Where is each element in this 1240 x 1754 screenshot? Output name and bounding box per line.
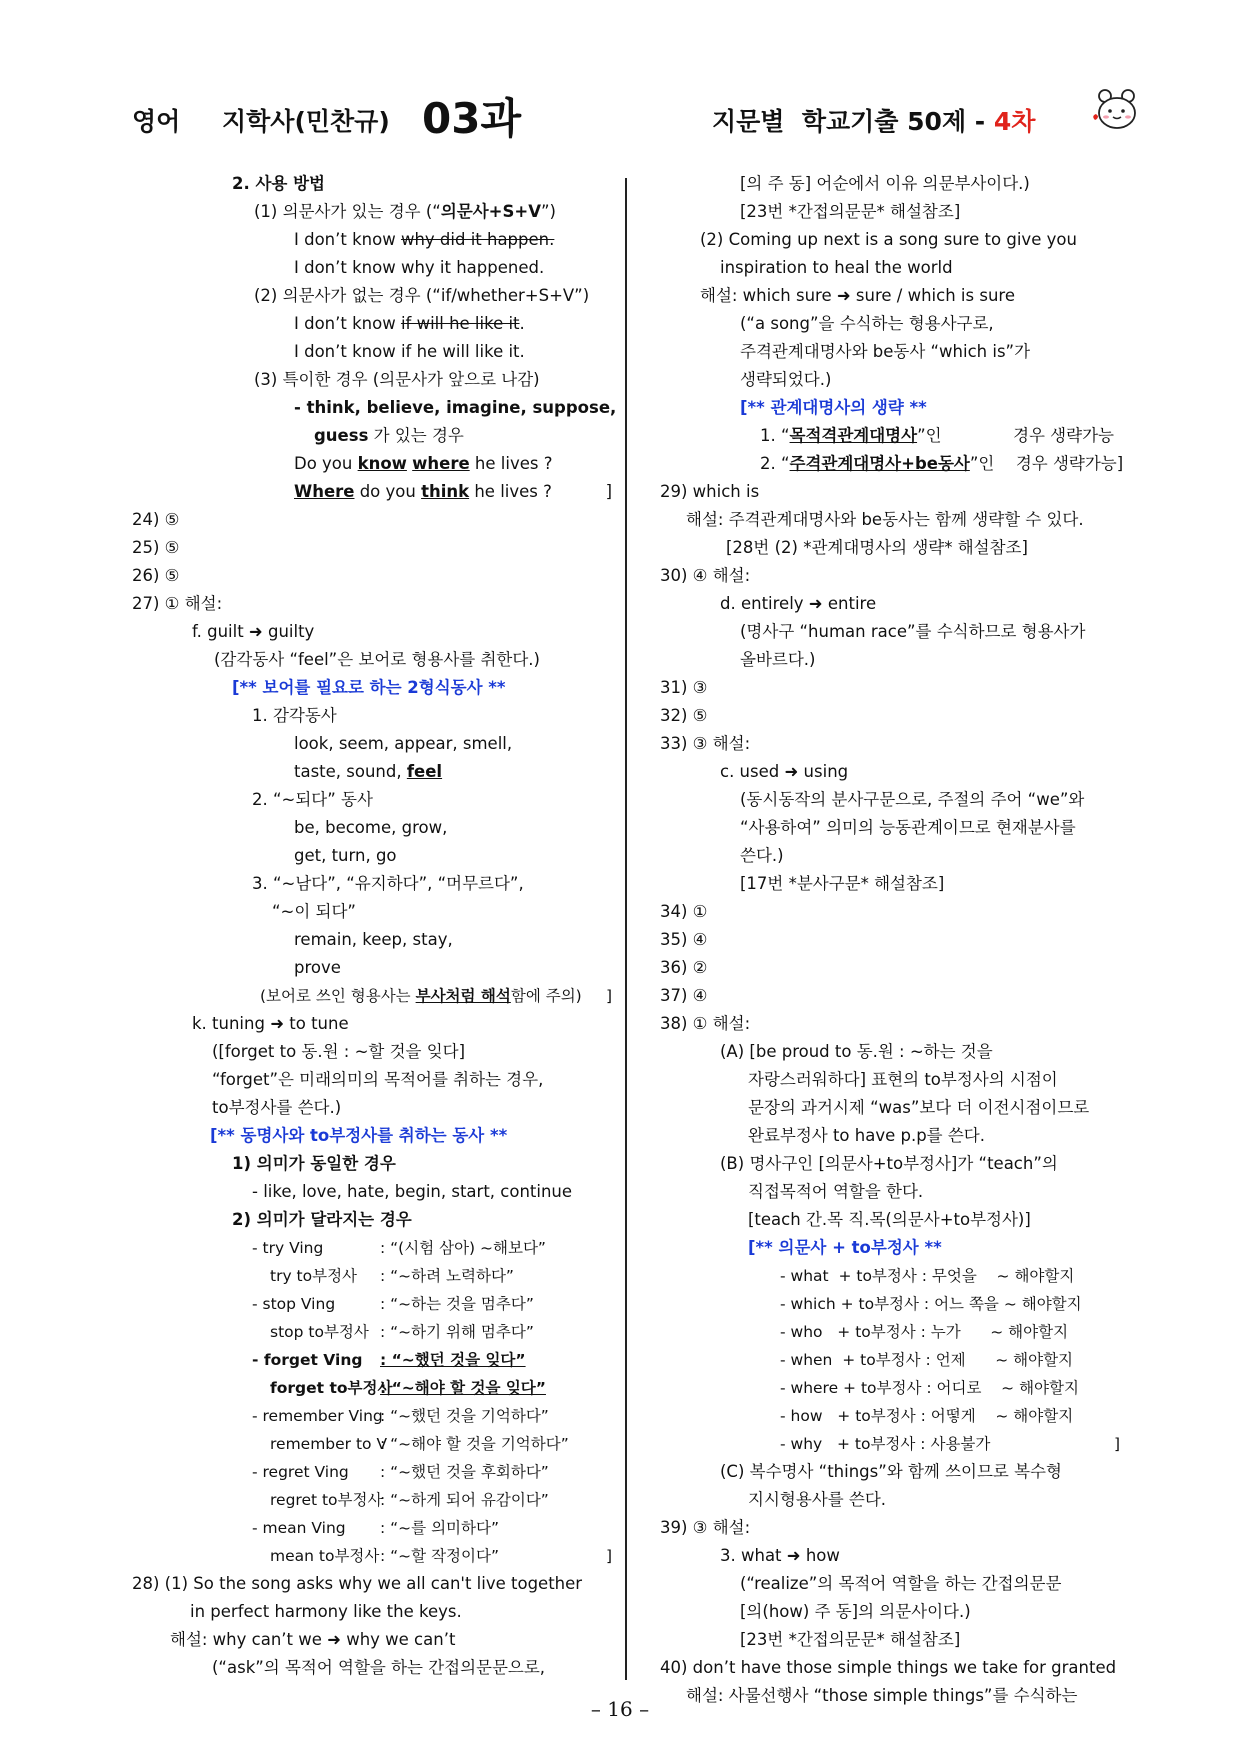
lesson-title: 03과: [422, 94, 522, 143]
text-line: 1. 감각동사: [252, 706, 337, 725]
text-line: ([forget to 동.원 : ~할 것을 잊다]: [212, 1042, 466, 1061]
verb-row: - stop Ving : “~하는 것을 멈추다”: [252, 1295, 534, 1313]
text-line: get, turn, go: [294, 846, 397, 865]
text-line: 2. “주격관계대명사+be동사”인 경우 생략가능]: [760, 454, 1124, 473]
text-line: (B) 명사구인 [의문사+to부정사]가 “teach”의: [720, 1154, 1058, 1173]
text-line: Where do you think he lives ? ]: [294, 482, 612, 501]
answer-32: 32) ⑤: [660, 706, 708, 725]
text-line: 자랑스러워하다] 표현의 to부정사의 시점이: [748, 1070, 1058, 1089]
answer-39: 39) ③ 해설:: [660, 1518, 751, 1537]
verb-row: - remember Ving: “~했던 것을 기억하다”: [252, 1407, 549, 1425]
box-heading: [** 보어를 필요로 하는 2형식동사 **: [232, 678, 506, 697]
right-column: [660, 170, 1140, 1710]
text-line: [teach 간.목 직.목(의문사+to부정사)]: [748, 1210, 1031, 1229]
answer-26: 26) ⑤: [132, 566, 180, 585]
verb-row: stop to부정사 : “~하기 위해 멈추다”: [270, 1323, 534, 1341]
text-line: c. used ➜ using: [720, 762, 849, 781]
wh-to-row: - why + to부정사 : 사용불가 ]: [780, 1435, 1120, 1453]
text-line: - like, love, hate, begin, start, continue: [252, 1182, 573, 1201]
wh-to-row: - when + to부정사 : 언제 ~ 해야할지: [780, 1351, 1074, 1369]
verb-row: try to부정사 : “~하려 노력하다”: [270, 1267, 514, 1285]
text-line: 해설: 사물선행사 “those simple things”를 수식하는: [686, 1686, 1078, 1705]
answer-27: 27) ① 해설:: [132, 594, 223, 613]
verb-row: remember to V: “~해야 할 것을 기억하다”: [270, 1435, 569, 1453]
text-line: 해설: which sure ➜ sure / which is sure: [700, 286, 1015, 305]
verb-row: regret to부정사: “~하게 되어 유감이다”: [270, 1491, 549, 1509]
text-line: 1) 의미가 동일한 경우: [232, 1154, 396, 1173]
text-line: “~이 되다”: [272, 902, 356, 921]
text-line: (1) 의문사가 있는 경우 (“의문사+S+V”): [254, 202, 556, 221]
text-line: 3. “~남다”, “유지하다”, “머무르다”,: [252, 874, 524, 893]
text-line: [28번 (2) *관계대명사의 생략* 해설참조]: [726, 538, 1028, 557]
page-number: – 16 –: [590, 1697, 650, 1721]
wh-to-row: - where + to부정사 : 어디로 ~ 해야할지: [780, 1379, 1079, 1397]
text-line: 해설: why can’t we ➜ why we can’t: [170, 1630, 456, 1649]
text-line: “사용하여” 의미의 능동관계이므로 현재분사를: [740, 818, 1076, 837]
text-line: [의 주 동] 어순에서 이유 의문부사이다.): [740, 174, 1030, 193]
text-line: 2. “~되다” 동사: [252, 790, 373, 809]
verb-row: - regret Ving : “~했던 것을 후회하다”: [252, 1463, 549, 1481]
answer-25: 25) ⑤: [132, 538, 180, 557]
text-line: prove: [294, 958, 341, 977]
wh-to-row: - what + to부정사 : 무엇을 ~ 해야할지: [780, 1267, 1075, 1285]
text-line: 2) 의미가 달라지는 경우: [232, 1210, 412, 1229]
answer-35: 35) ④: [660, 930, 708, 949]
text-line: 직접목적어 역할을 한다.: [748, 1182, 924, 1201]
text-line: (2) Coming up next is a song sure to give you: [700, 230, 1077, 249]
text-line: I don’t know if he will like it.: [294, 342, 525, 361]
wh-to-row: - which + to부정사 : 어느 쪽을 ~ 해야할지: [780, 1295, 1082, 1313]
text-line: 1. “목적격관계대명사”인 경우 생략가능: [760, 426, 1114, 445]
column-divider: [625, 178, 627, 1680]
box-heading: [** 의문사 + to부정사 **: [748, 1238, 942, 1257]
text-line: Do you know where he lives ?: [294, 454, 553, 473]
text-line: (A) [be proud to 동.원 : ~하는 것을: [720, 1042, 993, 1061]
answer-33: 33) ③ 해설:: [660, 734, 751, 753]
text-line: (“ask”의 목적어 역할을 하는 간접의문문으로,: [212, 1658, 546, 1677]
answer-34: 34) ①: [660, 902, 708, 921]
text-line: - think, believe, imagine, suppose,: [294, 398, 617, 417]
text-line: (감각동사 “feel”은 보어로 형용사를 취한다.): [214, 650, 540, 669]
answer-29: 29) which is: [660, 482, 760, 501]
text-line: [17번 *분사구문* 해설참조]: [740, 874, 945, 893]
text-line: I don’t know why did it happen.: [294, 230, 555, 249]
text-line: I don’t know why it happened.: [294, 258, 545, 277]
text-line: remain, keep, stay,: [294, 930, 453, 949]
text-line: 쓴다.): [740, 846, 784, 865]
text-line: (동시동작의 분사구문으로, 주절의 주어 “we”와: [740, 790, 1085, 809]
text-line: 문장의 과거시제 “was”보다 더 이전시점이므로: [748, 1098, 1090, 1117]
text-line: be, become, grow,: [294, 818, 448, 837]
text-line: d. entirely ➜ entire: [720, 594, 877, 613]
verb-row: mean to부정사: “~할 작정이다” ]: [270, 1547, 612, 1565]
box-heading: [** 관계대명사의 생략 **: [740, 398, 927, 417]
answer-40: 40) don’t have those simple things we take for granted: [660, 1658, 1117, 1677]
teacher-label: 지학사(민찬규): [222, 107, 390, 136]
text-line: I don’t know if will he like it.: [294, 314, 525, 333]
text-line: inspiration to heal the world: [720, 258, 953, 277]
set-title: 지문별 학교기출 50제 - 4차: [712, 107, 1036, 136]
text-line: [23번 *간접의문문* 해설참조]: [740, 1630, 961, 1649]
text-line: 지시형용사를 쓴다.: [748, 1490, 887, 1509]
left-column: [132, 170, 622, 1682]
text-line: look, seem, appear, smell,: [294, 734, 513, 753]
wh-to-row: - how + to부정사 : 어떻게 ~ 해야할지: [780, 1407, 1074, 1425]
answer-31: 31) ③: [660, 678, 708, 697]
text-line: k. tuning ➜ to tune: [192, 1014, 349, 1033]
answer-36: 36) ②: [660, 958, 708, 977]
text-line: 생략되었다.): [740, 370, 832, 389]
text-line: 주격관계대명사와 be동사 “which is”가: [740, 342, 1031, 361]
wh-to-row: - who + to부정사 : 누가 ~ 해야할지: [780, 1323, 1069, 1341]
answer-30: 30) ④ 해설:: [660, 566, 751, 585]
answer-38: 38) ① 해설:: [660, 1014, 751, 1033]
set-number: 4차: [993, 107, 1036, 136]
verb-row: - try Ving : “(시험 삼아) ~해보다”: [252, 1239, 546, 1257]
verb-row: - mean Ving : “~를 의미하다”: [252, 1519, 499, 1537]
page-header: [132, 82, 1142, 142]
text-line: [23번 *간접의문문* 해설참조]: [740, 202, 961, 221]
text-line: to부정사를 쓴다.): [212, 1098, 342, 1117]
answer-24: 24) ⑤: [132, 510, 180, 529]
text-line: “forget”은 미래의미의 목적어를 취하는 경우,: [212, 1070, 544, 1089]
verb-row: forget to부정사: “~해야 할 것을 잊다”: [270, 1379, 546, 1397]
answer-28: 28) (1) So the song asks why we all can't live together: [132, 1574, 583, 1593]
text-line: f. guilt ➜ guilty: [192, 622, 315, 641]
subject-label: 영어: [132, 107, 181, 136]
answer-37: 37) ④: [660, 986, 708, 1005]
text-line: 해설: 주격관계대명사와 be동사는 함께 생략할 수 있다.: [686, 510, 1084, 529]
text-line: in perfect harmony like the keys.: [190, 1602, 462, 1621]
text-line: (“a song”을 수식하는 형용사구로,: [740, 314, 994, 333]
text-line: (보어로 쓰인 형용사는 부사처럼 해석함에 주의) ]: [260, 987, 612, 1005]
text-line: (3) 특이한 경우 (의문사가 앞으로 나감): [254, 370, 540, 389]
text-line: [의(how) 주 동]의 의문사이다.): [740, 1602, 971, 1621]
text-line: 완료부정사 to have p.p를 쓴다.: [748, 1126, 985, 1145]
text-line: (C) 복수명사 “things”와 함께 쓰이므로 복수형: [720, 1462, 1062, 1481]
text-line: guess 가 있는 경우: [314, 426, 464, 445]
text-line: (“realize”의 목적어 역할을 하는 간접의문문: [740, 1574, 1062, 1593]
text-line: 3. what ➜ how: [720, 1546, 840, 1565]
text-line: (2) 의문사가 없는 경우 (“if/whether+S+V”): [254, 286, 590, 305]
section-heading: 2. 사용 방법: [232, 174, 325, 193]
verb-row: - forget Ving : “~했던 것을 잊다”: [252, 1351, 526, 1369]
bear-mascot-icon: [1090, 86, 1142, 134]
text-line: taste, sound, feel: [294, 762, 443, 781]
box-heading: [** 동명사와 to부정사를 취하는 동사 **: [210, 1126, 508, 1145]
text-line: 올바르다.): [740, 650, 816, 669]
text-line: (명사구 “human race”를 수식하므로 형용사가: [740, 622, 1086, 641]
